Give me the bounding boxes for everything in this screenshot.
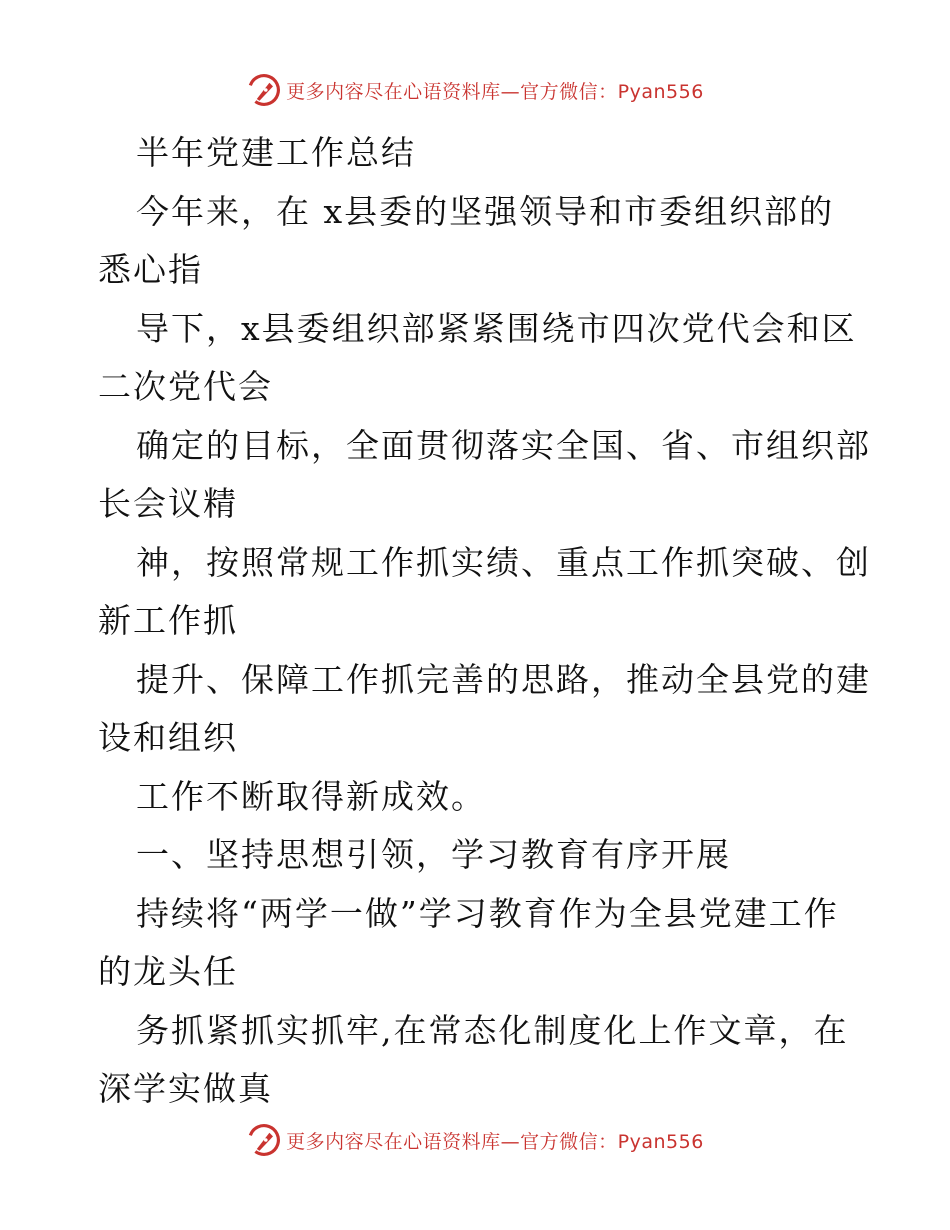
text-line: 二次党代会 (98, 367, 273, 406)
text-line: 务抓紧抓实抓牢,在常态化制度化上作文章，在 (136, 1010, 849, 1050)
text-line: 确定的目标，全面贯彻落实全国、省、市组织部 (136, 425, 871, 465)
text-line: 持续将“两学一做”学习教育作为全县党建工作 (136, 893, 839, 933)
document-body (98, 124, 871, 1119)
pen-nib-logo-icon (246, 72, 282, 108)
footer-watermark (0, 1120, 950, 1160)
text-line: 的龙头任 (98, 952, 238, 991)
text-line: 提升、保障工作抓完善的思路，推动全县党的建 (136, 659, 871, 699)
document-title: 半年党建工作总结 (136, 133, 416, 172)
text-line: 一、坚持思想引领，学习教育有序开展 (136, 835, 731, 874)
text-line: 今年来，在 x县委的坚强领导和市委组织部的 (136, 191, 835, 231)
header-watermark (0, 70, 950, 110)
text-line: 深学实做真 (98, 1069, 273, 1108)
text-line: 工作不断取得新成效。 (136, 776, 486, 816)
text-line: 长会议精 (98, 484, 238, 523)
text-line: 设和组织 (98, 718, 238, 757)
pen-nib-logo-icon (246, 1122, 282, 1158)
text-line: 新工作抓 (98, 601, 238, 640)
text-line: 神，按照常规工作抓实绩、重点工作抓突破、创 (136, 542, 871, 582)
watermark-text: 更多内容尽在心语资料库—官方微信：Pyan556 (286, 1130, 704, 1153)
text-line: 导下，x县委组织部紧紧围绕市四次党代会和区 (136, 308, 857, 348)
watermark-text: 更多内容尽在心语资料库—官方微信：Pyan556 (286, 80, 704, 103)
text-line: 悉心指 (98, 250, 203, 289)
